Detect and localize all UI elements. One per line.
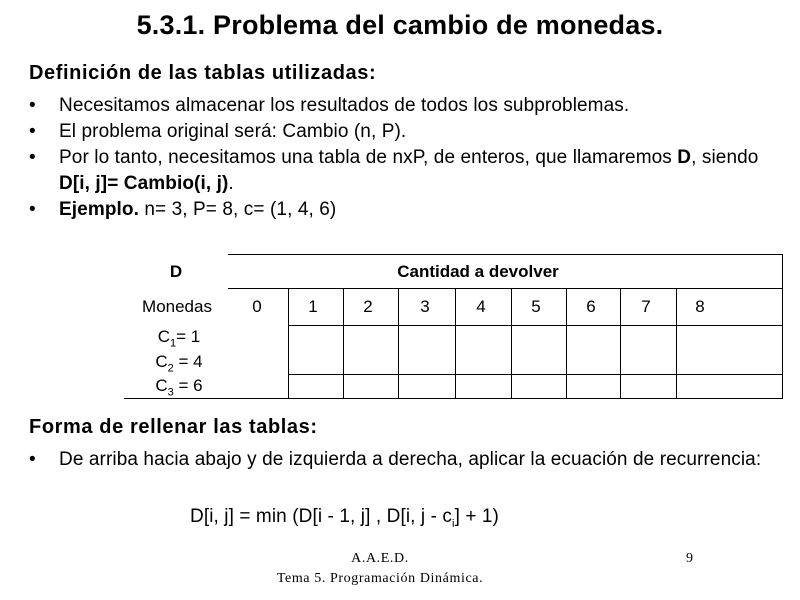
column-header: 1 xyxy=(308,297,318,316)
coin-name: C xyxy=(155,376,168,395)
bullet-item xyxy=(29,93,789,119)
column-header: 6 xyxy=(586,297,596,316)
bullet-bold-text: Ejemplo. xyxy=(59,199,139,220)
formula-subscript: i xyxy=(452,517,455,530)
column-header: 3 xyxy=(420,297,430,316)
bullet-dot: • xyxy=(29,449,36,470)
coin-index: 2 xyxy=(167,362,174,375)
slide-title: 5.3.1. Problema del cambio de monedas. xyxy=(136,10,664,40)
column-header: 2 xyxy=(363,297,373,316)
bullet-text: . xyxy=(228,173,234,194)
page-number: 9 xyxy=(686,551,693,566)
bullet-item xyxy=(29,119,789,145)
bullet-item xyxy=(29,447,789,473)
definition-bullet-list xyxy=(29,93,789,223)
bullet-dot: • xyxy=(29,121,36,142)
footer-topic: Tema 5. Programación Dinámica. xyxy=(276,571,484,586)
formula-text: D[i, j] = min (D[i - 1, j] , D[i, j - c xyxy=(190,506,453,527)
coin-value: = 6 xyxy=(173,376,203,395)
coin-name: C xyxy=(155,352,168,371)
bullet-bold-text: D[i, j]= Cambio(i, j) xyxy=(59,173,229,194)
bullet-text: Por lo tanto, necesitamos una tabla de nxP, de enteros, que llamaremos xyxy=(59,147,678,168)
table-header-cantidad: Cantidad a devolver xyxy=(397,262,559,281)
bullet-dot: • xyxy=(29,199,36,220)
bullet-text: De arriba hacia abajo y de izquierda a derecha, aplicar la ecuación de recurrencia: xyxy=(59,449,762,470)
table-row-label-monedas: Monedas xyxy=(142,297,212,316)
bullet-dot: • xyxy=(29,95,36,116)
table-corner-label: D xyxy=(169,262,183,281)
coin-index: 1 xyxy=(170,337,177,350)
bullet-dot: • xyxy=(29,147,36,168)
column-header: 4 xyxy=(476,297,486,316)
coin-row-label xyxy=(133,376,225,398)
bullet-text: Necesitamos almacenar los resultados de todos los subproblemas. xyxy=(59,95,630,116)
coin-value: = 1 xyxy=(176,327,201,346)
bullet-item xyxy=(29,145,789,197)
coin-name: C xyxy=(157,327,171,346)
bullet-text: , siendo xyxy=(691,147,759,168)
column-header: 5 xyxy=(531,297,541,316)
section-heading-fill: Forma de rellenar las tablas: xyxy=(29,416,318,438)
footer-course: A.A.E.D. xyxy=(351,551,409,566)
bullet-item xyxy=(29,197,789,223)
column-header: 0 xyxy=(252,297,262,316)
coin-value: = 4 xyxy=(173,352,203,371)
fill-bullet-list xyxy=(29,447,789,473)
coin-row-label xyxy=(133,327,225,349)
coin-row-label xyxy=(133,352,225,374)
column-header: 8 xyxy=(695,297,705,316)
bullet-text: n= 3, P= 8, c= (1, 4, 6) xyxy=(138,199,337,220)
coin-index: 3 xyxy=(167,386,174,399)
section-heading-definition: Definición de las tablas utilizadas: xyxy=(29,62,377,84)
recurrence-formula xyxy=(190,506,499,530)
bullet-text: El problema original será: Cambio (n, P). xyxy=(59,121,407,142)
formula-text: ] + 1) xyxy=(454,506,499,527)
column-header: 7 xyxy=(641,297,651,316)
bullet-bold-text: D xyxy=(677,147,692,168)
